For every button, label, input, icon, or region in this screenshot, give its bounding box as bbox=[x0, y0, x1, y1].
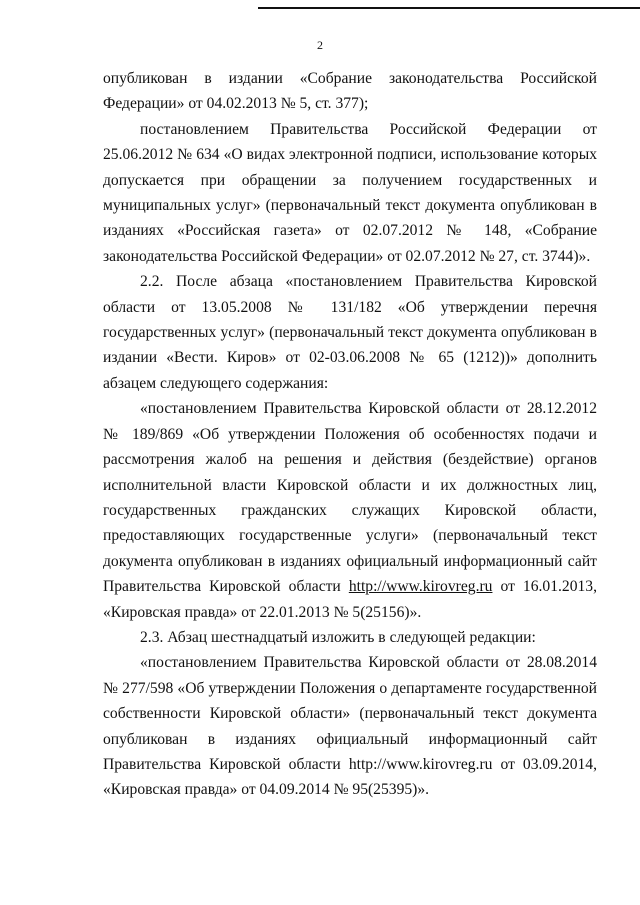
document-body bbox=[103, 66, 597, 803]
paragraph-1: опубликован в издании «Собрание законодательства Российской Федерации» от 04.02.2013 № 5, ст. 377); bbox=[103, 70, 597, 113]
page-number: 2 bbox=[317, 38, 323, 52]
paragraph-6: «постановлением Правительства Кировской области от 28.08.2014 № 277/598 «Об утверждении Положения о департаменте государственной собственности Кировской области» (первоначальный текст документа опубликован в изданиях официальный информационный сайт Правительства Кировской области http://www.kirovreg.ru от 03.09.2014, «Кировская правда» от 04.09.2014 № 95(25395)». bbox=[103, 654, 597, 799]
paragraph-5: 2.3. Абзац шестнадцатый изложить в следующей редакции: bbox=[140, 628, 536, 646]
paragraph-2: постановлением Правительства Российской Федерации от 25.06.2012 № 634 «О видах электронной подписи, использование которых допускается при обращении за получением государственных и муниципальных услуг» (первоначальный текст документа опубликован в изданиях «Российская газета» от 02.07.2012 № 148, «Собрание законодательства Российской Федерации» от 02.07.2012 № 27, ст. 3744)». bbox=[103, 120, 597, 265]
paragraph-4-text-before: «постановлением Правительства Кировской области от 28.12.2012 № 189/869 «Об утверждении Положения об особенностях подачи и рассмотрения жалоб на решения и действия (бездействие) органов исполнительной власти Кировской области и их должностных лиц, государственных гражданских служащих Кировской области, предоставляющих государственные услуги» (первоначальный текст документа опубликован в изданиях официальный информационный сайт Правительства Кировской области bbox=[103, 400, 597, 596]
kirovreg-link[interactable]: http://www.kirovreg.ru bbox=[348, 578, 493, 596]
paragraph-4-text-after: от 16.01.2013, «Кировская правда» от 22.01.2013 № 5(25156)». bbox=[103, 578, 597, 621]
paragraph-4 bbox=[103, 396, 597, 625]
top-rule bbox=[258, 7, 640, 9]
paragraph-3: 2.2. После абзаца «постановлением Правительства Кировской области от 13.05.2008 № 131/182 «Об утверждении перечня государственных услуг» (первоначальный текст документа опубликован в издании «Вести. Киров» от 02-03.06.2008 № 65 (1212))» дополнить абзацем следующего содержания: bbox=[103, 273, 597, 392]
